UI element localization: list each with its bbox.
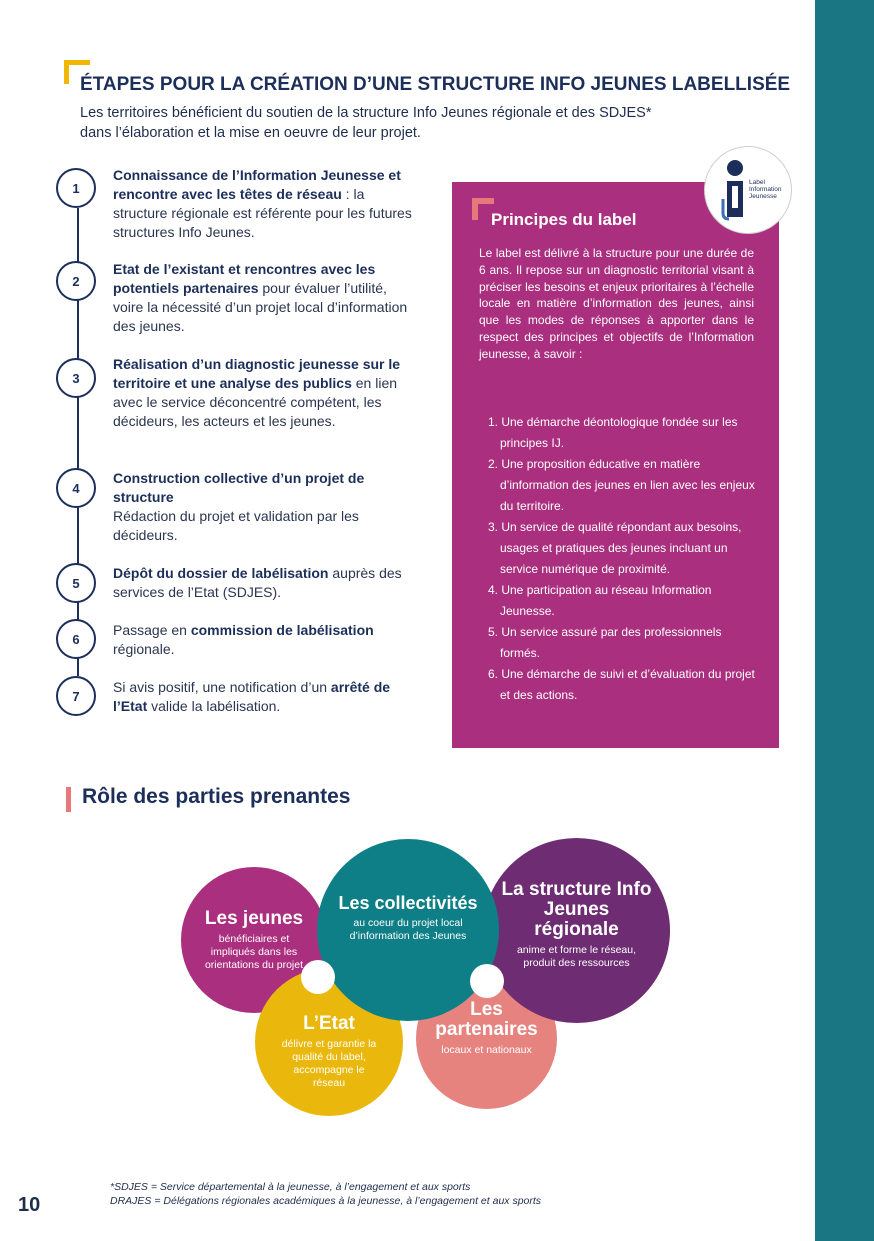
label-box-text: Le label est délivré à la structure pour une durée de 6 ans. Il repose sur un diagnostic territorial visant à préciser les besoins et enjeux prioritaires à l’échelle locale en matière d’information des jeunes, ainsi que les modes de réponses à apporter dans le respect des principes et objectifs de l’Information jeunesse, à savoir : (479, 246, 754, 361)
circle-structure-regionale (483, 838, 670, 1023)
step-6-bold: commission de labélisation (190, 622, 374, 638)
step-4-rest: Rédaction du projet et validation par les décideurs. (113, 508, 359, 543)
step-3-rest: en lien avec le service déconcentré compétent, les décideurs, les acteurs et les jeunes. (113, 375, 398, 429)
circle-jeunes-title: Les jeunes (204, 907, 304, 929)
list-item: 2. Une proposition éducative en matière d’information des jeunes en lien avec les enjeux du territoire. (488, 457, 755, 513)
page-number: 10 (18, 1194, 41, 1216)
step-7-pre: Si avis positif, une notification d’un (113, 679, 331, 695)
step-text-6 (113, 621, 418, 659)
step-number-2: 2 (56, 261, 96, 301)
step-text-1 (113, 166, 418, 242)
circle-collectivites-title: Les collectivités (338, 893, 478, 913)
list-item: 1. Une démarche déontologique fondée sur les principes IJ. (488, 415, 738, 450)
intro-text (80, 103, 740, 143)
step-7-bold: arrêté de l’Etat (113, 679, 391, 714)
step-text-4 (113, 469, 418, 545)
step-number-4: 4 (56, 468, 96, 508)
footnote-sdjes: *SDJES = Service départemental à la jeunesse, à l’engagement et aux sports (110, 1181, 471, 1193)
circle-etat-title: L’Etat (303, 1013, 355, 1034)
step-number-6: 6 (56, 619, 96, 659)
footnote-drajes: DRAJES = Délégations régionales académiques à la jeunesse, à l’engagement et aux sports (110, 1195, 542, 1207)
info-jeunesse-logo-badge (704, 146, 792, 234)
circle-partenaires-title: Les partenaires (435, 999, 538, 1040)
circle-les-collectivites (317, 839, 499, 1021)
step-number-3: 3 (56, 358, 96, 398)
step-5-bold: Dépôt du dossier de labélisation (113, 565, 329, 581)
page-title: ÉTAPES POUR LA CRÉATION D’UNE STRUCTURE INFO JEUNES LABELLISÉE (80, 74, 791, 95)
list-item: 4. Une participation au réseau Information Jeunesse. (488, 583, 712, 618)
circle-structure-desc: anime et forme le réseau, produit des ressources (516, 943, 637, 969)
logo-caption (749, 179, 782, 200)
footnotes (110, 1180, 730, 1208)
step-text-2 (113, 260, 418, 336)
step-2-bold: Etat de l’existant et rencontres avec les potentiels partenaires (113, 261, 376, 296)
label-principles-list (488, 412, 758, 706)
intro-line-2: dans l’élaboration et la mise en oeuvre de leur projet. (80, 125, 421, 141)
step-7-rest: valide la labélisation. (147, 698, 281, 714)
circle-partenaires-desc: locaux et nationaux (441, 1044, 532, 1056)
step-6-pre: Passage en (113, 622, 191, 638)
step-4-bold: Construction collective d’un projet de structure (113, 470, 365, 505)
step-number-1: 1 (56, 168, 96, 208)
logo-line-2: Information (749, 186, 782, 193)
role-section-title: Rôle des parties prenantes (82, 785, 351, 808)
intro-line-1: Les territoires bénéficient du soutien de la structure Info Jeunes régionale et des SDJES* (80, 105, 652, 121)
right-sidebar-band (815, 0, 874, 1241)
step-6-rest: régionale. (113, 641, 175, 657)
label-box-title: Principes du label (491, 210, 637, 229)
connector-dot-right (470, 964, 504, 998)
circle-structure-title: La structure Info Jeunes régionale (501, 878, 652, 940)
list-item: 5. Un service assuré par des professionnels formés. (488, 625, 722, 660)
list-item: 6. Une démarche de suivi et d’évaluation du projet et des actions. (488, 667, 755, 702)
circle-jeunes-desc: bénéficiaires et impliqués dans les orientations du projet (204, 932, 304, 971)
logo-line-1: Label (749, 179, 765, 186)
step-text-3 (113, 355, 418, 431)
logo-line-3: Jeunesse (749, 193, 777, 200)
step-2-rest: pour évaluer l’utilité, voire la nécessité d’un projet local d’information des jeunes. (113, 280, 408, 334)
step-1-bold: Connaissance de l’Information Jeunesse et rencontre avec les têtes de réseau (113, 167, 401, 202)
connector-dot-left (301, 960, 335, 994)
list-item: 3. Un service de qualité répondant aux besoins, usages et pratiques des jeunes incluant un service numérique de proximité. (488, 520, 742, 576)
step-3-bold: Réalisation d’un diagnostic jeunesse sur le territoire et une analyse des publics (113, 356, 401, 391)
circle-collectivites-desc: au coeur du projet local d’information des Jeunes (349, 917, 467, 942)
circle-etat-desc: délivre et garantie la qualité du label, accompagne le réseau (281, 1038, 377, 1089)
label-principles-box (452, 182, 779, 748)
role-section-bar (66, 787, 71, 812)
step-text-5 (113, 564, 418, 602)
info-jeunesse-logo-icon (719, 159, 749, 221)
step-1-rest: : la structure régionale est référente pour les futures structures Info Jeunes. (113, 186, 412, 240)
step-number-5: 5 (56, 563, 96, 603)
step-number-7: 7 (56, 676, 96, 716)
step-5-rest: auprès des services de l’Etat (SDJES). (113, 565, 402, 600)
step-text-7 (113, 678, 418, 716)
